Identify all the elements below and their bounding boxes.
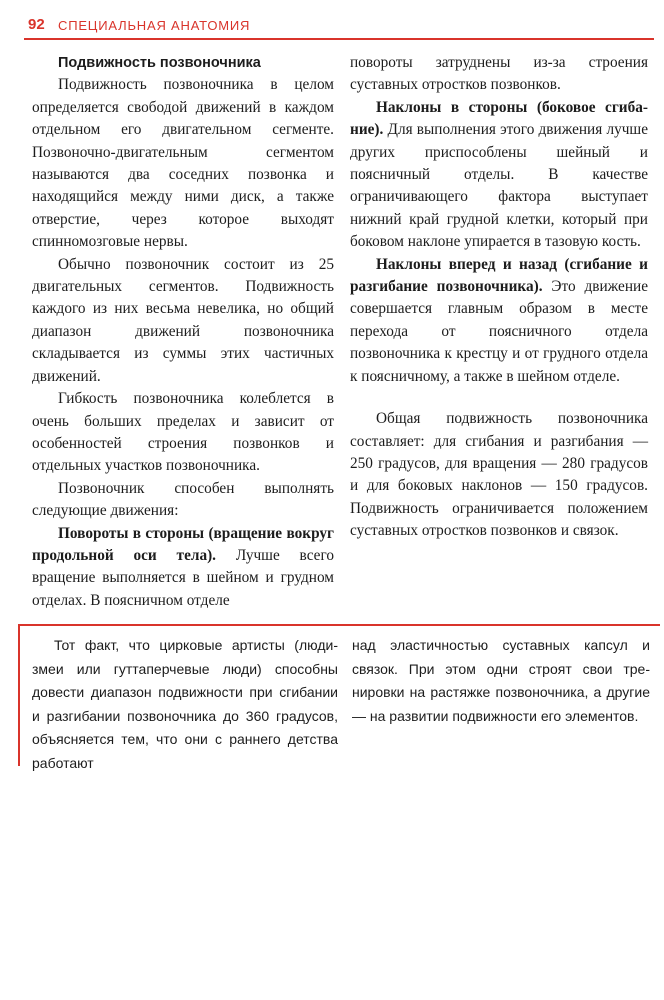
sidebar-box [18, 624, 660, 771]
flexion-text: Это движение совершается главным образом в месте перехода от поясничного отдела позвоночника к крестцу и от грудного отдела к поясничному, а также в шейном отделе. [350, 278, 649, 385]
paragraph-summary: Общая подвижность позвоночника составляет: для сгибания и разгибания — 250 градусов, для вращения — 280 градусов и для боковых наклонов — 150 градусов. Подвижность ограничивается положением суставных отростков позвонков и связок. [350, 410, 648, 540]
flexion-heading: Наклоны вперед и назад (сгибание и разгибание позвоночника). [350, 255, 648, 296]
header-rule [24, 38, 654, 40]
lateral-heading: Наклоны в стороны (боковое сгибание). [350, 98, 648, 139]
article-heading: Подвижность позвоночника [58, 55, 261, 71]
box-top-rule [18, 624, 660, 626]
box-left-text: Тот факт, что цирковые артисты (люди-змеи или гуттаперчевые люди) способны довести диапазон подвижности при сгибании и разгибании позвоночника до 360 градусов, объясняется тем, что они с раннего детства работают [32, 637, 338, 771]
left-column [32, 52, 334, 612]
section-title: СПЕЦИАЛЬНАЯ АНАТОМИЯ [58, 18, 251, 33]
lateral-text: Для выполнения этого движения лучше других приспособлены шейный и поясничный отделы. В качестве ограничивающего фактора выступает нижний край грудной клетки, который при боковом наклоне упирается в тазовую кость. [350, 121, 648, 251]
box-left-rule [18, 624, 20, 766]
paragraph-movements-intro: Позвоночник способен выполнять следующие движения: [32, 479, 334, 520]
paragraph-lateral [350, 97, 648, 254]
paragraph-rotation-continued: повороты затруднены из-за строения суставных отростков позвонков. [350, 54, 648, 94]
right-column [350, 52, 648, 543]
paragraph-flexion [350, 254, 648, 388]
running-header [24, 14, 654, 40]
rotation-text: Лучше всего вращение выполняется в шейном и грудном отделах. В поясничном отделе [32, 546, 335, 609]
page-number: 92 [28, 16, 45, 33]
paragraph-25-segments: Обычно позвоночник состоит из 25 двигательных сегментов. Подвижность каждого из них весьма невелика, но общий диапазон движений позвоночника складывается из суммы этих частичных движений. [32, 255, 334, 385]
paragraph-segments: Подвижность позвоночника в целом определяется свободой движений в каждом отдельном его двигательном сегменте. Позвоночно-двигательным сегментом называются два соседних позвонка и находящийся между ними диск, а также отверстие, через которое выходят спинномозговые нервы. [32, 76, 334, 251]
box-right-text: над эластичностью суставных капсул и связок. При этом одни строят свои тренировки на растяжке позвоночника, а другие — на развитии подвижности его элементов. [352, 637, 650, 724]
paragraph-rotation [32, 523, 334, 613]
rotation-heading: Повороты в стороны (вращение вокруг продольной оси тела). [32, 524, 334, 564]
box-left-column [32, 634, 338, 775]
box-right-column [352, 634, 650, 728]
paragraph-flexibility: Гибкость позвоночника колеблется в очень больших пределах и зависит от особенностей строения позвонков и отдельных участков позвоночника. [32, 390, 334, 475]
